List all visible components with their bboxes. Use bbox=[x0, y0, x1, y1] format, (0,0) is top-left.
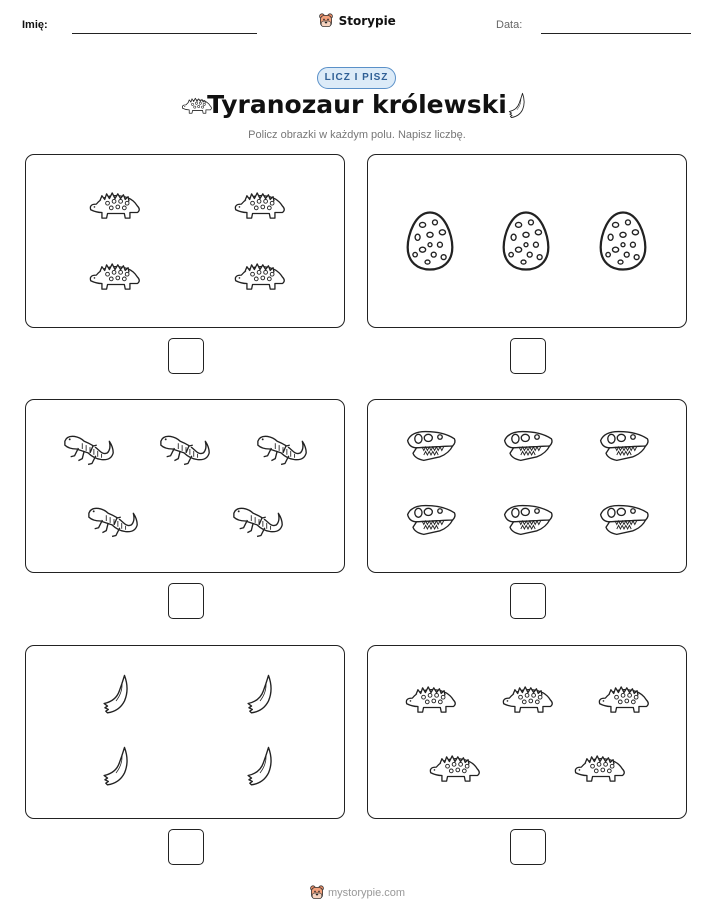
claw-icon bbox=[243, 744, 277, 790]
claw-icon bbox=[99, 744, 133, 790]
dino-egg-icon bbox=[405, 210, 455, 272]
answer-box-5[interactable] bbox=[168, 829, 204, 865]
bear-logo-icon bbox=[309, 885, 325, 901]
lizard-icon bbox=[61, 429, 119, 469]
trex-skull-icon bbox=[404, 501, 458, 539]
dino-egg-icon bbox=[501, 210, 551, 272]
ankylosaur-icon bbox=[403, 683, 459, 717]
dino-egg-icon bbox=[598, 210, 648, 272]
answer-box-3[interactable] bbox=[168, 583, 204, 619]
ankylosaur-icon bbox=[596, 683, 652, 717]
footer-url[interactable]: mystorypie.com bbox=[328, 887, 406, 899]
trex-skull-icon bbox=[501, 501, 555, 539]
claw-icon bbox=[99, 672, 133, 718]
name-label: Imię: bbox=[22, 19, 48, 31]
counting-panel-6 bbox=[367, 645, 687, 819]
ankylosaur-icon bbox=[232, 189, 288, 223]
ankylosaur-icon bbox=[572, 752, 628, 786]
ankylosaur-icon bbox=[500, 683, 556, 717]
instruction-text: Policz obrazki w każdym polu. Napisz liczbę. bbox=[248, 129, 466, 141]
counting-panel-3 bbox=[25, 399, 345, 573]
counting-panel-1 bbox=[25, 154, 345, 328]
ankylosaur-icon bbox=[87, 189, 143, 223]
trex-skull-icon bbox=[501, 427, 555, 465]
date-write-line[interactable] bbox=[541, 33, 691, 34]
lizard-icon bbox=[230, 501, 288, 541]
trex-skull-icon bbox=[597, 427, 651, 465]
bear-logo-icon bbox=[318, 13, 334, 29]
counting-panel-5 bbox=[25, 645, 345, 819]
counting-panel-2 bbox=[367, 154, 687, 328]
date-label: Data: bbox=[496, 19, 523, 31]
claw-icon bbox=[506, 92, 528, 120]
trex-skull-icon bbox=[404, 427, 458, 465]
answer-box-6[interactable] bbox=[510, 829, 546, 865]
lizard-icon bbox=[157, 429, 215, 469]
ankylosaur-icon bbox=[232, 260, 288, 294]
lizard-icon bbox=[85, 501, 143, 541]
claw-icon bbox=[243, 672, 277, 718]
ankylosaur-icon bbox=[427, 752, 483, 786]
activity-badge: LICZ I PISZ bbox=[317, 67, 396, 89]
page-title: Tyranozaur królewski bbox=[207, 90, 507, 119]
ankylosaur-icon bbox=[87, 260, 143, 294]
name-write-line[interactable] bbox=[72, 33, 257, 34]
footer bbox=[0, 885, 714, 901]
counting-panel-4 bbox=[367, 399, 687, 573]
lizard-icon bbox=[254, 429, 312, 469]
answer-box-4[interactable] bbox=[510, 583, 546, 619]
brand-logo bbox=[0, 12, 714, 30]
answer-box-1[interactable] bbox=[168, 338, 204, 374]
answer-box-2[interactable] bbox=[510, 338, 546, 374]
trex-skull-icon bbox=[597, 501, 651, 539]
brand-name: Storypie bbox=[338, 13, 396, 28]
